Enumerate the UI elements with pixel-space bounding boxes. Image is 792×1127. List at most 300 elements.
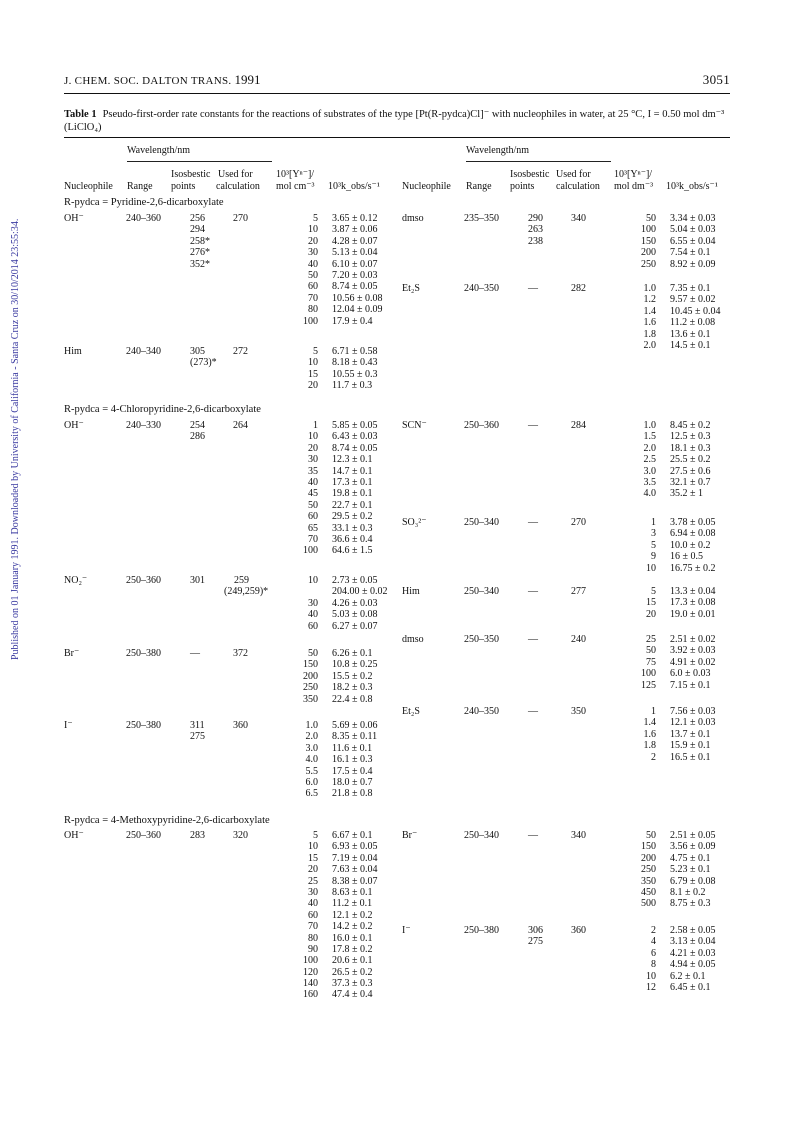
concentration-cell: 15 (646, 597, 656, 609)
rate-constant-cell: 19.0 ± 0.01 (670, 608, 716, 620)
concentration-cell: 60 (308, 620, 318, 632)
rate-constant-cell: 6.94 ± 0.08 (670, 528, 716, 540)
rate-constant-cell: 6.55 ± 0.04 (670, 235, 716, 247)
rate-constant-cell: 2.51 ± 0.05 (670, 830, 716, 841)
nucleophile (64, 420, 84, 431)
nucleophile (64, 213, 84, 224)
calculation-wavelength-cell: (249,259)* (224, 586, 269, 598)
concentration-cell: 1.2 (643, 294, 656, 306)
rate-constant-cell: 16.0 ± 0.1 (332, 932, 373, 944)
rate-constant-cell: 15.5 ± 0.2 (332, 670, 373, 682)
calculation-wavelength-cell: 240 (571, 634, 586, 645)
isosbestic-points-cell: — (528, 420, 538, 431)
concentration-cell: 80 (308, 932, 318, 944)
concentration-cell: 3 (651, 528, 656, 540)
concentration-cell: 25 (646, 634, 656, 645)
concentration-cell: 8 (651, 959, 656, 971)
rate-constant-cell: 3.34 ± 0.03 (670, 213, 716, 224)
concentration-cell: 4.0 (643, 488, 656, 500)
calculation-wavelength-cell: 270 (571, 517, 586, 528)
isosbestic-points-cell: 276* (190, 247, 210, 259)
wavelength-range-cell: 240–350 (464, 706, 499, 717)
nucleophile (402, 830, 417, 841)
isosbestic-points (528, 586, 538, 597)
isosbestic-points-cell: 238 (528, 235, 543, 247)
wavelength-range (126, 720, 161, 731)
nucleophile-cell: SCN⁻ (402, 420, 427, 431)
concentration-cell: 1.6 (643, 317, 656, 329)
rate-constant-cell: 4.21 ± 0.03 (670, 947, 716, 959)
concentration-cell: 10 (308, 575, 318, 586)
concentration-cell: 1.4 (643, 305, 656, 317)
right-wavelength-rule (466, 161, 611, 162)
concentration-cell: 100 (303, 955, 318, 967)
concentration-cell: 1 (313, 420, 318, 431)
rate-constant (670, 517, 716, 574)
rate-constant-cell: 10.8 ± 0.25 (332, 659, 378, 671)
concentration-cell: 250 (641, 258, 656, 270)
concentration-cell: 200 (641, 247, 656, 259)
calculation-wavelength (571, 283, 586, 294)
wavelength-range (126, 420, 161, 431)
concentration-cell: 10 (646, 970, 656, 982)
isosbestic-points-cell: 256 (190, 213, 205, 224)
download-watermark: Published on 01 January 1991. Downloaded by University of California - Santa Cruz on 30/10/2014 23:55:34. (10, 218, 21, 660)
concentration-cell: 60 (308, 281, 318, 293)
rate-constant-cell: 6.67 ± 0.1 (332, 830, 373, 841)
rate-constant-cell: 10.45 ± 0.04 (670, 305, 721, 317)
running-header (64, 72, 730, 88)
rate-constant-cell: 4.94 ± 0.05 (670, 959, 716, 971)
concentration-cell: 1.0 (643, 283, 656, 294)
concentration-cell: 1.0 (643, 420, 656, 431)
concentration (612, 925, 656, 993)
rate-constant-cell: 6.79 ± 0.08 (670, 875, 716, 887)
rate-constant-cell: 7.63 ± 0.04 (332, 864, 378, 876)
right-conc-heading: 10³[Yⁿ⁻]/ (614, 169, 653, 180)
nucleophile (402, 213, 424, 224)
concentration-cell: 20 (308, 442, 318, 454)
concentration (612, 283, 656, 351)
concentration-cell: 12 (646, 981, 656, 993)
rate-constant-cell: 4.26 ± 0.03 (332, 597, 378, 609)
concentration-cell: 15 (308, 852, 318, 864)
wavelength-range (464, 517, 499, 528)
rate-constant-cell: 29.5 ± 0.2 (332, 511, 373, 523)
calculation-wavelength-cell: 259 (234, 575, 249, 586)
concentration-cell: 1 (651, 706, 656, 717)
right-wavelength-heading: Wavelength/nm (466, 145, 530, 156)
concentration-cell: 30 (308, 886, 318, 898)
nucleophile-cell: OH⁻ (64, 420, 84, 431)
calculation-wavelength (233, 648, 248, 659)
rate-constant-cell: 13.6 ± 0.1 (670, 328, 711, 340)
table-label: Table 1 (64, 109, 97, 120)
rate-constant-cell: 8.63 ± 0.1 (332, 886, 373, 898)
rate-constant-cell: 13.7 ± 0.1 (670, 728, 711, 740)
nucleophile-cell: NO₂⁻ (64, 575, 88, 586)
concentration-cell: 30 (308, 597, 318, 609)
concentration-cell: 1.0 (305, 720, 318, 731)
right-kobs-heading: 10³k_obs/s⁻¹ (666, 181, 718, 192)
right-range-heading: Range (466, 181, 492, 192)
rate-constant-cell: 6.71 ± 0.58 (332, 346, 378, 357)
rate-constant-cell: 3.13 ± 0.04 (670, 936, 716, 948)
isosbestic-points-cell: — (528, 634, 538, 645)
wavelength-range-cell: 250–350 (464, 634, 499, 645)
wavelength-range-cell: 240–360 (126, 213, 161, 224)
journal-name: J. CHEM. SOC. DALTON TRANS. 1991 (64, 72, 261, 87)
wavelength-range (126, 648, 161, 659)
concentration (274, 346, 318, 392)
concentration-cell: 250 (641, 864, 656, 876)
concentration (612, 830, 656, 910)
header-rule (64, 93, 730, 94)
isosbestic-points (528, 830, 538, 841)
wavelength-range (464, 213, 499, 224)
table-top-rule (64, 137, 730, 138)
rate-constant-cell: 5.69 ± 0.06 (332, 720, 378, 731)
concentration-cell: 50 (308, 648, 318, 659)
isosbestic-points (528, 634, 538, 645)
rate-constant-cell: 15.9 ± 0.1 (670, 740, 711, 752)
concentration (612, 420, 656, 500)
concentration-cell: 5 (651, 539, 656, 551)
rate-constant-cell: 16.1 ± 0.3 (332, 754, 373, 766)
rate-constant-cell: 10.0 ± 0.2 (670, 539, 711, 551)
calculation-wavelength (571, 634, 586, 645)
section-title: R-pydca = 4-Chloropyridine-2,6-dicarboxylate (64, 404, 261, 415)
rate-constant-cell: 14.5 ± 0.1 (670, 339, 711, 351)
concentration-cell: 100 (641, 668, 656, 680)
concentration (612, 517, 656, 574)
concentration-cell: 20 (308, 380, 318, 392)
concentration-cell: 100 (303, 545, 318, 557)
page-number: 3051 (702, 72, 730, 87)
isosbestic-points-cell: — (528, 283, 538, 294)
rate-constant (332, 213, 383, 327)
calculation-wavelength-cell: 277 (571, 586, 586, 597)
isosbestic-points-cell: 352* (190, 258, 210, 270)
rate-constant-cell: 6.0 ± 0.03 (670, 668, 711, 680)
rate-constant-cell: 14.2 ± 0.2 (332, 921, 373, 933)
rate-constant-cell: 27.5 ± 0.6 (670, 465, 711, 477)
rate-constant-cell: 18.1 ± 0.3 (670, 442, 711, 454)
rate-constant (670, 213, 716, 270)
concentration-cell: 6.0 (305, 776, 318, 788)
concentration-cell: 2.0 (643, 339, 656, 351)
calculation-wavelength (571, 213, 586, 224)
concentration-cell: 70 (308, 292, 318, 304)
concentration-cell: 65 (308, 522, 318, 534)
rate-constant-cell: 32.1 ± 0.7 (670, 476, 711, 488)
rate-constant-cell: 26.5 ± 0.2 (332, 966, 373, 978)
wavelength-range (126, 830, 161, 841)
rate-constant (332, 720, 378, 800)
concentration-cell: 10 (308, 431, 318, 443)
rate-constant-cell: 16.75 ± 0.2 (670, 562, 716, 574)
concentration (274, 648, 318, 705)
concentration-cell: 30 (308, 247, 318, 259)
concentration-cell: 500 (641, 898, 656, 910)
calculation-wavelength-cell: 272 (233, 346, 248, 357)
isosbestic-points (190, 346, 217, 369)
calculation-wavelength-cell: 320 (233, 830, 248, 841)
concentration-cell: 75 (646, 656, 656, 668)
nucleophile-cell: I⁻ (402, 925, 411, 936)
concentration-cell: 5.5 (305, 765, 318, 777)
wavelength-range-cell: 250–380 (126, 720, 161, 731)
concentration-cell: 200 (641, 852, 656, 864)
concentration-cell: 40 (308, 258, 318, 270)
caption-text: Pseudo-first-order rate constants for the reactions of substrates of the type [Pt(R-pydca)Cl]⁻ with nucleophiles in water, at 25 °C, I = 0.50 mol dm⁻³ (LiClO₄) (64, 109, 725, 133)
concentration-cell: 70 (308, 533, 318, 545)
wavelength-range-cell: 240–340 (126, 346, 161, 357)
concentration-cell: 450 (641, 886, 656, 898)
calculation-wavelength-cell: 350 (571, 706, 586, 717)
rate-constant-cell: 6.45 ± 0.1 (670, 981, 711, 993)
right-calc-heading-2: calculation (556, 181, 600, 192)
rate-constant-cell: 6.26 ± 0.1 (332, 648, 373, 659)
concentration-cell: 40 (308, 898, 318, 910)
rate-constant (332, 648, 378, 705)
rate-constant-cell: 11.2 ± 0.08 (670, 317, 716, 329)
rate-constant-cell: 19.8 ± 0.1 (332, 488, 373, 500)
nucleophile (64, 830, 84, 841)
rate-constant-cell: 12.5 ± 0.3 (670, 431, 711, 443)
right-iso-heading-2: points (510, 181, 535, 192)
rate-constant-cell: 33.1 ± 0.3 (332, 522, 373, 534)
concentration-cell: 3.0 (305, 742, 318, 754)
rate-constant-cell: 22.7 ± 0.1 (332, 499, 373, 511)
isosbestic-points (190, 213, 210, 270)
rate-constant-cell: 7.35 ± 0.1 (670, 283, 711, 294)
rate-constant-cell: 47.4 ± 0.4 (332, 989, 373, 1001)
wavelength-range (464, 925, 499, 936)
rate-constant-cell: 5.85 ± 0.05 (332, 420, 378, 431)
rate-constant-cell: 3.87 ± 0.06 (332, 224, 378, 236)
concentration-cell: 250 (303, 682, 318, 694)
rate-constant-cell: 37.3 ± 0.3 (332, 978, 373, 990)
concentration-cell: 9 (651, 551, 656, 563)
isosbestic-points (528, 517, 538, 528)
rate-constant-cell: 8.45 ± 0.2 (670, 420, 711, 431)
isosbestic-points-cell: 301 (190, 575, 205, 586)
left-conc-heading: 10³[Yⁿ⁻]/ (276, 169, 315, 180)
rate-constant-cell: 17.5 ± 0.4 (332, 765, 373, 777)
isosbestic-points (528, 283, 538, 294)
rate-constant-cell: 18.2 ± 0.3 (332, 682, 373, 694)
concentration-cell: 1.4 (643, 717, 656, 729)
wavelength-range (464, 420, 499, 431)
nucleophile-cell: Et₂S (402, 706, 420, 717)
rate-constant (670, 283, 721, 351)
wavelength-range-cell: 250–360 (126, 575, 161, 586)
concentration-cell: 120 (303, 966, 318, 978)
left-iso-heading: Isosbestic (171, 169, 211, 180)
isosbestic-points-cell: — (528, 517, 538, 528)
concentration-cell: 1.5 (643, 431, 656, 443)
left-calc-heading-2: calculation (216, 181, 260, 192)
nucleophile-cell: Br⁻ (402, 830, 418, 841)
nucleophile-cell: I⁻ (64, 720, 73, 731)
concentration-cell: 150 (303, 659, 318, 671)
rate-constant (332, 420, 378, 557)
concentration-cell: 30 (308, 454, 318, 466)
concentration-cell: 160 (303, 989, 318, 1001)
rate-constant-cell: 12.04 ± 0.09 (332, 304, 383, 316)
concentration-cell: 50 (308, 499, 318, 511)
rate-constant-cell: 3.56 ± 0.09 (670, 841, 716, 853)
rate-constant-cell: 35.2 ± 1 (670, 488, 703, 500)
wavelength-range (464, 586, 499, 597)
wavelength-range (464, 830, 499, 841)
rate-constant-cell: 21.8 ± 0.8 (332, 788, 373, 800)
wavelength-range-cell: 250–380 (126, 648, 161, 659)
rate-constant-cell: 64.6 ± 1.5 (332, 545, 373, 557)
rate-constant-cell: 14.7 ± 0.1 (332, 465, 373, 477)
nucleophile (402, 586, 420, 597)
rate-constant-cell: 13.3 ± 0.04 (670, 586, 716, 597)
concentration-cell: 2.0 (643, 442, 656, 454)
concentration (612, 213, 656, 270)
concentration-cell: 150 (641, 841, 656, 853)
wavelength-range-cell: 235–350 (464, 213, 499, 224)
rate-constant-cell: 4.75 ± 0.1 (670, 852, 711, 864)
isosbestic-points-cell: 306 (528, 925, 543, 936)
nucleophile (402, 925, 411, 936)
concentration-cell: 4.0 (305, 754, 318, 766)
isosbestic-points (528, 925, 543, 948)
concentration-cell: 140 (303, 978, 318, 990)
calculation-wavelength-cell: 264 (233, 420, 248, 431)
rate-constant-cell: 8.74 ± 0.05 (332, 442, 378, 454)
isosbestic-points-cell: 286 (190, 431, 205, 443)
concentration-cell: 20 (308, 235, 318, 247)
calculation-wavelength (571, 925, 586, 936)
rate-constant-cell: 22.4 ± 0.8 (332, 693, 373, 705)
nucleophile-cell: OH⁻ (64, 213, 84, 224)
isosbestic-points (190, 420, 205, 443)
isosbestic-points-cell: 275 (190, 731, 205, 743)
rate-constant-cell: 5.03 ± 0.08 (332, 609, 378, 621)
concentration-cell: 3.5 (643, 476, 656, 488)
isosbestic-points (190, 830, 205, 841)
rate-constant-cell: 17.3 ± 0.08 (670, 597, 716, 609)
isosbestic-points-cell: 294 (190, 224, 205, 236)
concentration-cell: 45 (308, 488, 318, 500)
isosbestic-points-cell: — (190, 648, 200, 659)
concentration (612, 586, 656, 620)
concentration-cell: 5 (313, 346, 318, 357)
rate-constant-cell: 17.8 ± 0.2 (332, 943, 373, 955)
nucleophile (64, 648, 79, 659)
concentration-cell: 10 (308, 224, 318, 236)
rate-constant-cell: 36.6 ± 0.4 (332, 533, 373, 545)
calculation-wavelength-cell: 340 (571, 830, 586, 841)
concentration-cell: 2.0 (305, 731, 318, 743)
isosbestic-points-cell: 275 (528, 936, 543, 948)
calculation-wavelength (571, 830, 586, 841)
left-kobs-heading: 10³k_obs/s⁻¹ (328, 181, 380, 192)
rate-constant-cell: 6.10 ± 0.07 (332, 258, 378, 270)
rate-constant (670, 634, 716, 691)
left-nucleophile-heading: Nucleophile (64, 181, 113, 192)
concentration (612, 634, 656, 691)
rate-constant-cell: 18.0 ± 0.7 (332, 776, 373, 788)
rate-constant-cell: 7.54 ± 0.1 (670, 247, 711, 259)
rate-constant (670, 586, 716, 620)
calculation-wavelength-cell: 270 (233, 213, 248, 224)
rate-constant (332, 575, 388, 632)
concentration-cell: 50 (646, 645, 656, 657)
isosbestic-points-cell: — (528, 586, 538, 597)
calculation-wavelength-cell: 360 (571, 925, 586, 936)
wavelength-range (464, 634, 499, 645)
nucleophile (64, 575, 87, 586)
rate-constant-cell: 11.2 ± 0.1 (332, 898, 373, 910)
wavelength-range (126, 213, 161, 224)
rate-constant-cell: 3.78 ± 0.05 (670, 517, 716, 528)
rate-constant-cell: 3.65 ± 0.12 (332, 213, 378, 224)
nucleophile-cell: Him (402, 586, 420, 597)
rate-constant-cell: 7.15 ± 0.1 (670, 679, 711, 691)
concentration-cell: 10 (308, 841, 318, 853)
concentration-cell: 6 (651, 947, 656, 959)
rate-constant-cell: 17.3 ± 0.1 (332, 476, 373, 488)
right-conc-heading-2: mol dm⁻³ (614, 181, 654, 192)
concentration-cell: 70 (308, 921, 318, 933)
rate-constant-cell: 6.27 ± 0.07 (332, 620, 378, 632)
rate-constant-cell: 8.1 ± 0.2 (670, 886, 706, 898)
isosbestic-points (528, 420, 538, 431)
concentration-cell: 150 (641, 235, 656, 247)
rate-constant-cell: 12.3 ± 0.1 (332, 454, 373, 466)
rate-constant-cell: 2.73 ± 0.05 (332, 575, 378, 586)
concentration-cell: 100 (641, 224, 656, 236)
nucleophile (402, 634, 424, 645)
calculation-wavelength (571, 517, 586, 528)
rate-constant-cell: 6.43 ± 0.03 (332, 431, 378, 443)
nucleophile (402, 283, 420, 294)
concentration-cell: 10 (308, 357, 318, 369)
concentration-cell (274, 586, 318, 597)
rate-constant-cell: 12.1 ± 0.2 (332, 909, 373, 921)
left-wavelength-heading: Wavelength/nm (127, 145, 191, 156)
isosbestic-points (190, 648, 200, 659)
rate-constant-cell: 7.20 ± 0.03 (332, 269, 378, 281)
concentration (274, 830, 318, 1001)
nucleophile-cell: Br⁻ (64, 648, 80, 659)
rate-constant-cell: 25.5 ± 0.2 (670, 454, 711, 466)
calculation-wavelength (224, 575, 268, 598)
left-range-heading: Range (127, 181, 153, 192)
concentration-cell: 6.5 (305, 788, 318, 800)
rate-constant (670, 420, 711, 500)
calculation-wavelength (233, 720, 248, 731)
calculation-wavelength (233, 213, 248, 224)
rate-constant-cell: 10.56 ± 0.08 (332, 292, 383, 304)
concentration-cell: 1 (651, 517, 656, 528)
isosbestic-points-cell: 263 (528, 224, 543, 236)
concentration-cell: 350 (641, 875, 656, 887)
concentration-cell: 4 (651, 936, 656, 948)
concentration-cell: 60 (308, 909, 318, 921)
concentration-cell: 50 (646, 830, 656, 841)
concentration-cell: 25 (308, 875, 318, 887)
concentration-cell: 100 (303, 315, 318, 327)
rate-constant-cell: 5.13 ± 0.04 (332, 247, 378, 259)
